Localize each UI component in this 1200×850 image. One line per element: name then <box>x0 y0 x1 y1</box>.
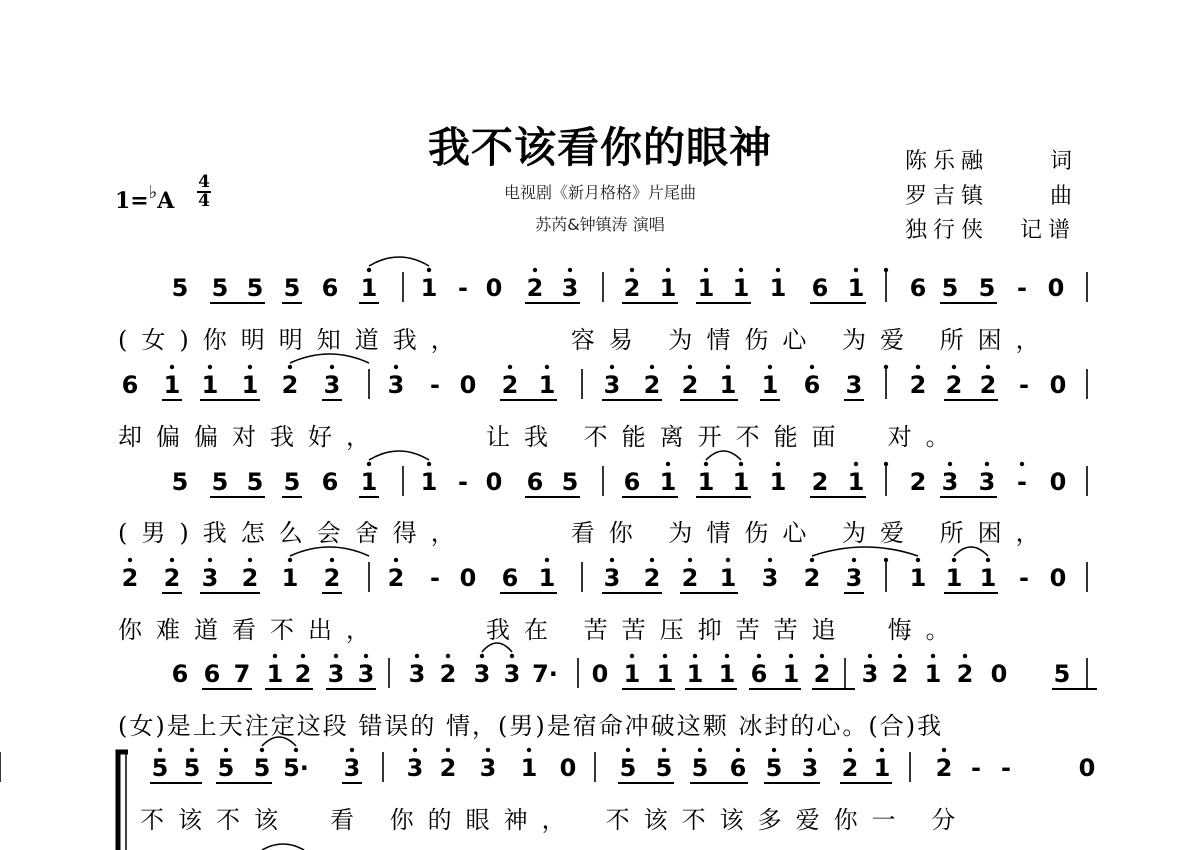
note: 6 <box>729 754 747 782</box>
octave-dot <box>248 558 252 562</box>
octave-dot <box>350 748 354 752</box>
octave-dot <box>726 558 730 562</box>
note: 1 <box>686 660 704 688</box>
note: 0 <box>591 660 609 688</box>
note: 5 <box>1053 660 1071 688</box>
note: 1 <box>732 468 750 496</box>
note: 5 <box>151 754 169 782</box>
octave-dot <box>808 748 812 752</box>
octave-dot <box>415 654 419 658</box>
note: 3 <box>845 564 863 592</box>
dash-note: - <box>1019 564 1029 592</box>
note: 5 <box>246 468 264 496</box>
note: 2 <box>681 371 699 399</box>
note: 2 <box>121 564 139 592</box>
note: 5 <box>978 274 996 302</box>
note: 1 <box>718 660 736 688</box>
octave-dot <box>948 462 952 466</box>
note: 3 <box>201 564 219 592</box>
octave-dot <box>446 748 450 752</box>
lyric-line-4: 你难道看不出， 我在 苦苦压抑苦苦追 悔。 <box>118 616 964 644</box>
note: 5 <box>217 754 235 782</box>
note: 2 <box>163 564 181 592</box>
note: 2 <box>681 564 699 592</box>
note: 1 <box>769 468 787 496</box>
dash-note: - <box>430 371 440 399</box>
note: 2 <box>526 274 544 302</box>
octave-dot <box>273 654 277 658</box>
octave-dot <box>294 748 298 752</box>
note: 5 <box>765 754 783 782</box>
octave-dot <box>952 365 956 369</box>
slur <box>262 844 304 850</box>
note: 6 <box>909 274 927 302</box>
note: 1 <box>909 564 927 592</box>
note: 1 <box>420 468 438 496</box>
note: 3 <box>801 754 819 782</box>
note: 3 <box>473 660 491 688</box>
credit-role: 记谱 <box>1020 218 1077 243</box>
octave-dot <box>288 558 292 562</box>
octave-dot <box>688 365 692 369</box>
octave-dot <box>413 748 417 752</box>
lyric-line-6: 不该不该 看 你的眼神， 不该不该多爱你一 分 <box>140 806 970 834</box>
note: 1 <box>732 274 750 302</box>
octave-dot <box>704 462 708 466</box>
octave-dot <box>898 654 902 658</box>
note: 0 <box>485 468 503 496</box>
octave-dot <box>916 558 920 562</box>
octave-dot <box>768 365 772 369</box>
credit-name: 独行侠 <box>905 218 990 243</box>
key-prefix: 1= <box>115 188 149 214</box>
note: 5 <box>183 754 201 782</box>
note: 0 <box>1049 371 1067 399</box>
slur <box>706 451 741 460</box>
note: 1 <box>266 660 284 688</box>
note: 1 <box>945 564 963 592</box>
octave-dot <box>545 558 549 562</box>
octave-dot <box>810 558 814 562</box>
note: 1 <box>281 564 299 592</box>
octave-dot <box>288 365 292 369</box>
note: 2 <box>387 564 405 592</box>
note: 1 <box>847 468 865 496</box>
octave-dot <box>666 462 670 466</box>
octave-dot <box>704 268 708 272</box>
note: 1 <box>538 371 556 399</box>
octave-dot <box>533 268 537 272</box>
octave-dot <box>650 558 654 562</box>
note: 3 <box>387 371 405 399</box>
slur <box>369 451 429 460</box>
note: 0 <box>459 564 477 592</box>
note: 2 <box>501 371 519 399</box>
octave-dot <box>776 268 780 272</box>
note: 1 <box>241 371 259 399</box>
octave-dot <box>854 462 858 466</box>
note: 3 <box>561 274 579 302</box>
note: 1 <box>719 371 737 399</box>
note: 0 <box>1049 468 1067 496</box>
note: 5 <box>211 274 229 302</box>
dash-note: - <box>430 564 440 592</box>
octave-dot <box>224 748 228 752</box>
note: 1 <box>623 660 641 688</box>
note: 0 <box>1049 564 1067 592</box>
octave-dot <box>510 654 514 658</box>
octave-dot <box>480 654 484 658</box>
note: 2 <box>909 371 927 399</box>
octave-dot <box>158 748 162 752</box>
note: 1 <box>360 274 378 302</box>
octave-dot <box>364 654 368 658</box>
octave-dot <box>334 654 338 658</box>
slur <box>369 257 429 266</box>
note: 2 <box>294 660 312 688</box>
note: 1 <box>697 274 715 302</box>
dash-note: - <box>1001 754 1011 782</box>
octave-dot <box>848 748 852 752</box>
note: 3 <box>978 468 996 496</box>
note: 5· <box>283 754 309 782</box>
note: 6 <box>623 468 641 496</box>
note: 3 <box>503 660 521 688</box>
note: 7 <box>233 660 251 688</box>
singers: 苏芮&钟镇涛 演唱 <box>535 215 665 234</box>
credit-role: 词 <box>1050 149 1079 174</box>
note: 2 <box>891 660 909 688</box>
dash-note: - <box>458 274 468 302</box>
note: 1 <box>659 468 677 496</box>
lyric-line-2: 却偏偏对我好， 让我 不能离开不能面 对。 <box>118 423 964 451</box>
note: 3 <box>861 660 879 688</box>
note: 2 <box>935 754 953 782</box>
octave-dot <box>301 654 305 658</box>
note: 3 <box>603 371 621 399</box>
octave-dot <box>776 462 780 466</box>
octave-dot <box>952 558 956 562</box>
note: 0 <box>559 754 577 782</box>
note: 2 <box>909 468 927 496</box>
note: 6 <box>121 371 139 399</box>
note: 2 <box>803 564 821 592</box>
note: 3 <box>357 660 375 688</box>
note: 2 <box>956 660 974 688</box>
note: 6 <box>803 371 821 399</box>
note: 1 <box>769 274 787 302</box>
note: 2 <box>945 371 963 399</box>
octave-dot <box>630 654 634 658</box>
octave-dot <box>739 462 743 466</box>
octave-dot <box>1020 462 1024 466</box>
note: 2 <box>643 371 661 399</box>
note: 2 <box>811 468 829 496</box>
slur <box>812 547 918 556</box>
slur <box>954 547 988 556</box>
octave-dot <box>986 558 990 562</box>
octave-dot <box>248 365 252 369</box>
octave-dot <box>427 462 431 466</box>
octave-dot <box>650 365 654 369</box>
note: 5 <box>561 468 579 496</box>
octave-dot <box>820 654 824 658</box>
octave-dot <box>367 268 371 272</box>
note: 5 <box>246 274 264 302</box>
note: 1 <box>656 660 674 688</box>
note: 3 <box>603 564 621 592</box>
octave-dot <box>367 462 371 466</box>
dash-note: - <box>971 754 981 782</box>
note: 1 <box>979 564 997 592</box>
note: 6 <box>811 274 829 302</box>
octave-dot <box>868 654 872 658</box>
note: 2 <box>439 660 457 688</box>
octave-dot <box>208 558 212 562</box>
octave-dot <box>630 268 634 272</box>
note: 1 <box>360 468 378 496</box>
note: 2 <box>813 660 831 688</box>
note: 1 <box>719 564 737 592</box>
octave-dot <box>394 365 398 369</box>
note: 6 <box>171 660 189 688</box>
octave-dot <box>757 654 761 658</box>
note: 5 <box>283 274 301 302</box>
octave-dot <box>772 748 776 752</box>
octave-dot <box>394 558 398 562</box>
lyric-line-3: (男)我怎么会舍得， 看你 为情伤心 为爱 所困， <box>118 519 1054 547</box>
note: 3 <box>323 371 341 399</box>
octave-dot <box>626 748 630 752</box>
note: 6 <box>750 660 768 688</box>
octave-dot <box>688 558 692 562</box>
note: 6 <box>203 660 221 688</box>
note: 3 <box>408 660 426 688</box>
note: 5 <box>941 274 959 302</box>
meter-bottom: 4 <box>198 191 210 211</box>
note: 7· <box>532 660 558 688</box>
octave-dot <box>527 748 531 752</box>
key-note: A <box>157 188 175 214</box>
octave-dot <box>963 654 967 658</box>
note: 1 <box>873 754 891 782</box>
octave-dot <box>789 654 793 658</box>
dash-note: - <box>1017 468 1027 496</box>
meter-top: 4 <box>198 172 210 192</box>
octave-dot <box>985 462 989 466</box>
note: 6 <box>321 274 339 302</box>
octave-dot <box>884 558 888 562</box>
octave-dot <box>508 365 512 369</box>
credit-role: 曲 <box>1050 184 1079 209</box>
note: 3 <box>479 754 497 782</box>
note: 6 <box>501 564 519 592</box>
octave-dot <box>170 558 174 562</box>
note: 5 <box>691 754 709 782</box>
octave-dot <box>854 268 858 272</box>
dash-note: - <box>1017 274 1027 302</box>
note: 1 <box>782 660 800 688</box>
dash-note: - <box>458 468 468 496</box>
note: 0 <box>485 274 503 302</box>
octave-dot <box>427 268 431 272</box>
lyric-line-1: (女)你明明知道我， 容易 为情伤心 为爱 所困， <box>118 326 1054 354</box>
credit-name: 陈乐融 <box>905 149 990 174</box>
note: 5 <box>619 754 637 782</box>
octave-dot <box>880 748 884 752</box>
octave-dot <box>884 462 888 466</box>
note: 5 <box>283 468 301 496</box>
note: 5 <box>655 754 673 782</box>
octave-dot <box>190 748 194 752</box>
octave-dot <box>330 558 334 562</box>
octave-dot <box>698 748 702 752</box>
note: 3 <box>761 564 779 592</box>
octave-dot <box>446 654 450 658</box>
note: 5 <box>171 468 189 496</box>
octave-dot <box>739 268 743 272</box>
octave-dot <box>736 748 740 752</box>
octave-dot <box>545 365 549 369</box>
note: 3 <box>406 754 424 782</box>
octave-dot <box>170 365 174 369</box>
note: 6 <box>526 468 544 496</box>
note: 0 <box>1078 754 1096 782</box>
credit-name: 罗吉镇 <box>905 184 990 209</box>
song-title: 我不该看你的眼神 <box>427 123 772 172</box>
note: 1 <box>201 371 219 399</box>
octave-dot <box>884 268 888 272</box>
note: 1 <box>761 371 779 399</box>
note: 1 <box>163 371 181 399</box>
octave-dot <box>128 558 132 562</box>
octave-dot <box>810 365 814 369</box>
octave-dot <box>666 268 670 272</box>
octave-dot <box>725 654 729 658</box>
octave-dot <box>610 365 614 369</box>
octave-dot <box>916 365 920 369</box>
octave-dot <box>260 748 264 752</box>
note: 2 <box>623 274 641 302</box>
note: 3 <box>941 468 959 496</box>
note: 1 <box>520 754 538 782</box>
note: 0 <box>990 660 1008 688</box>
note: 1 <box>697 468 715 496</box>
note: 3 <box>327 660 345 688</box>
dash-note: - <box>1019 371 1029 399</box>
note: 2 <box>281 371 299 399</box>
note: 5 <box>171 274 189 302</box>
song-subtitle: 电视剧《新月格格》片尾曲 <box>503 183 696 202</box>
slur <box>290 547 369 556</box>
flat-sign: ♭ <box>148 182 158 203</box>
octave-dot <box>726 365 730 369</box>
octave-dot <box>931 654 935 658</box>
slur <box>290 354 369 363</box>
octave-dot <box>208 365 212 369</box>
note: 2 <box>841 754 859 782</box>
octave-dot <box>986 365 990 369</box>
note: 1 <box>420 274 438 302</box>
note: 2 <box>241 564 259 592</box>
octave-dot <box>568 268 572 272</box>
note: 2 <box>643 564 661 592</box>
note: 2 <box>979 371 997 399</box>
octave-dot <box>330 365 334 369</box>
note: 1 <box>847 274 865 302</box>
octave-dot <box>486 748 490 752</box>
note: 1 <box>924 660 942 688</box>
note: 3 <box>343 754 361 782</box>
octave-dot <box>663 654 667 658</box>
octave-dot <box>942 748 946 752</box>
note: 0 <box>459 371 477 399</box>
note: 1 <box>538 564 556 592</box>
octave-dot <box>884 365 888 369</box>
octave-dot <box>693 654 697 658</box>
lyric-line-5: (女)是上天注定这段 错误的 情，(男)是宿命冲破这颗 冰封的心。(合)我 <box>118 712 944 740</box>
note: 6 <box>321 468 339 496</box>
note: 5 <box>211 468 229 496</box>
note: 0 <box>1047 274 1065 302</box>
octave-dot <box>852 558 856 562</box>
octave-dot <box>768 558 772 562</box>
note: 5 <box>253 754 271 782</box>
note: 3 <box>845 371 863 399</box>
note: 2 <box>439 754 457 782</box>
note: 2 <box>323 564 341 592</box>
note: 1 <box>659 274 677 302</box>
octave-dot <box>662 748 666 752</box>
octave-dot <box>610 558 614 562</box>
